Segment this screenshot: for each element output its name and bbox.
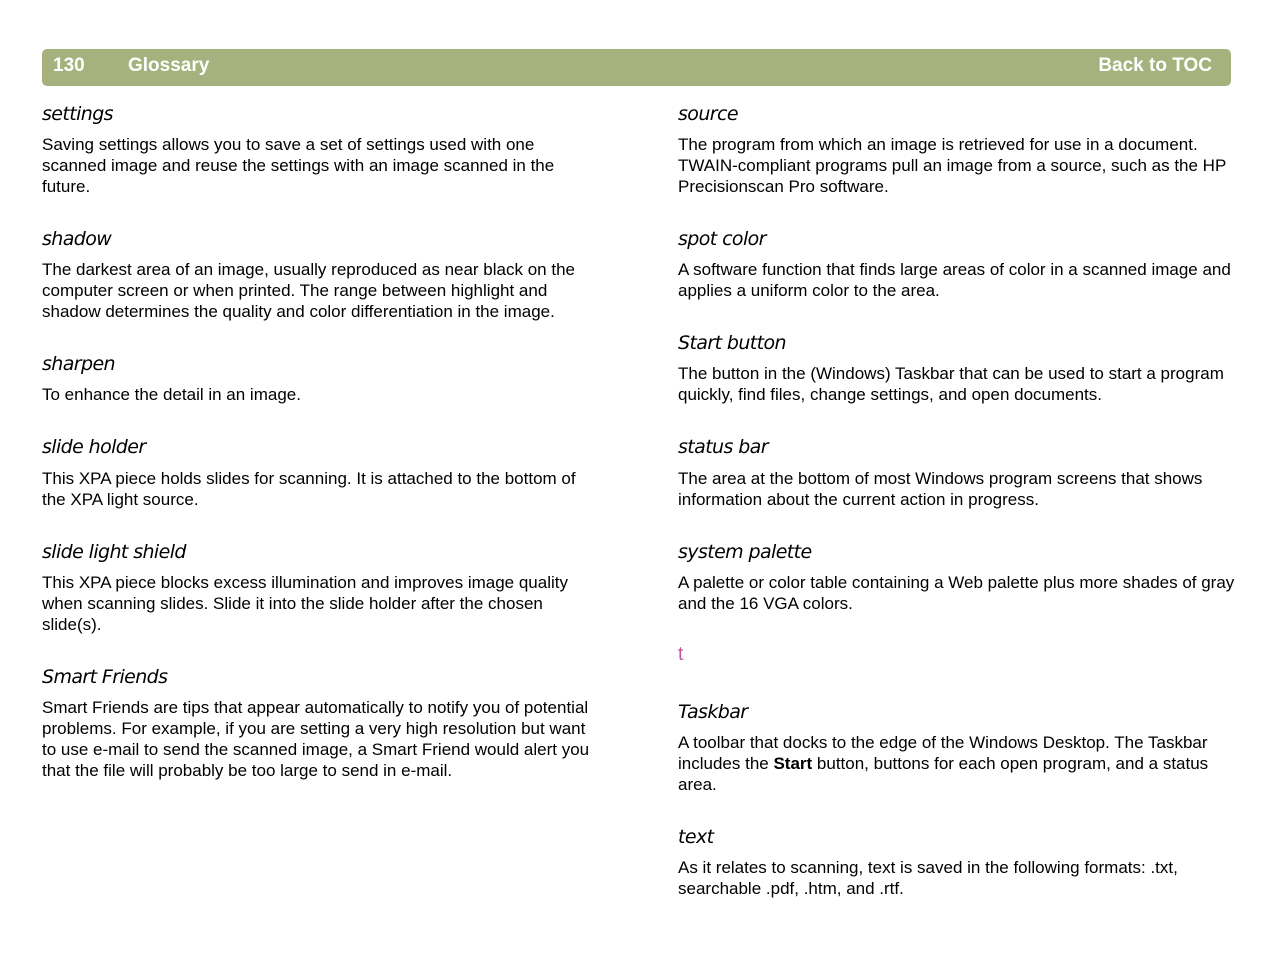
glossary-definition [678, 732, 1238, 795]
glossary-definition: The darkest area of an image, usually reproduced as near black on the computer screen or when printed. The range between highlight and shadow determines the quality and color differentiation in the image. [42, 260, 575, 321]
back-to-toc-link[interactable]: Back to TOC [1098, 55, 1212, 76]
glossary-term: shadow [42, 228, 112, 250]
glossary-term: Smart Friends [42, 666, 168, 688]
section-title: Glossary [128, 55, 210, 76]
glossary-definition: This XPA piece holds slides for scanning. It is attached to the bottom of the XPA light source. [42, 469, 576, 509]
definition-bold-text: Start [773, 754, 813, 773]
letter-section-marker: t [678, 644, 684, 665]
page-number: 130 [53, 55, 85, 76]
glossary-term: system palette [678, 541, 812, 563]
glossary-term: source [678, 103, 738, 125]
glossary-definition: This XPA piece blocks excess illumination and improves image quality when scanning slides. Slide it into the slide holder after the chosen slide(s). [42, 573, 568, 634]
glossary-term: status bar [678, 436, 768, 458]
glossary-definition: A software function that finds large areas of color in a scanned image and applies a uniform color to the area. [678, 260, 1231, 300]
glossary-term: slide holder [42, 436, 146, 458]
definition-text: button, buttons for each open program, and a status area. [678, 754, 1209, 794]
header-bar [42, 49, 1231, 86]
glossary-term: slide light shield [42, 541, 186, 563]
glossary-definition: Saving settings allows you to save a set of settings used with one scanned image and reuse the settings with an image scanned in the future. [42, 135, 555, 196]
glossary-definition: A palette or color table containing a Web palette plus more shades of gray and the 16 VGA colors. [678, 573, 1235, 613]
glossary-term: Start button [678, 332, 786, 354]
glossary-term: spot color [678, 228, 766, 250]
glossary-term: text [678, 826, 714, 848]
glossary-definition: The area at the bottom of most Windows program screens that shows information about the current action in progress. [678, 469, 1203, 509]
glossary-term: sharpen [42, 353, 115, 375]
glossary-definition: The program from which an image is retrieved for use in a document. TWAIN-compliant programs pull an image from a source, such as the HP Precisionscan Pro software. [678, 135, 1226, 196]
glossary-term: settings [42, 103, 113, 125]
glossary-term: Taskbar [678, 701, 748, 723]
glossary-definition: The button in the (Windows) Taskbar that can be used to start a program quickly, find files, change settings, and open documents. [678, 364, 1224, 404]
glossary-definition: Smart Friends are tips that appear automatically to notify you of potential problems. For example, if you are setting a very high resolution but want to use e-mail to send the scanned image, a Smart Friend would alert you that the file will probably be too large to send in e-mail. [42, 698, 590, 780]
definition-text: A toolbar that docks to the edge of the Windows Desktop. The Taskbar includes the [678, 733, 1208, 773]
glossary-definition: As it relates to scanning, text is saved in the following formats: .txt, searchable .pdf, .htm, and .rtf. [678, 858, 1178, 898]
glossary-definition: To enhance the detail in an image. [42, 385, 301, 404]
